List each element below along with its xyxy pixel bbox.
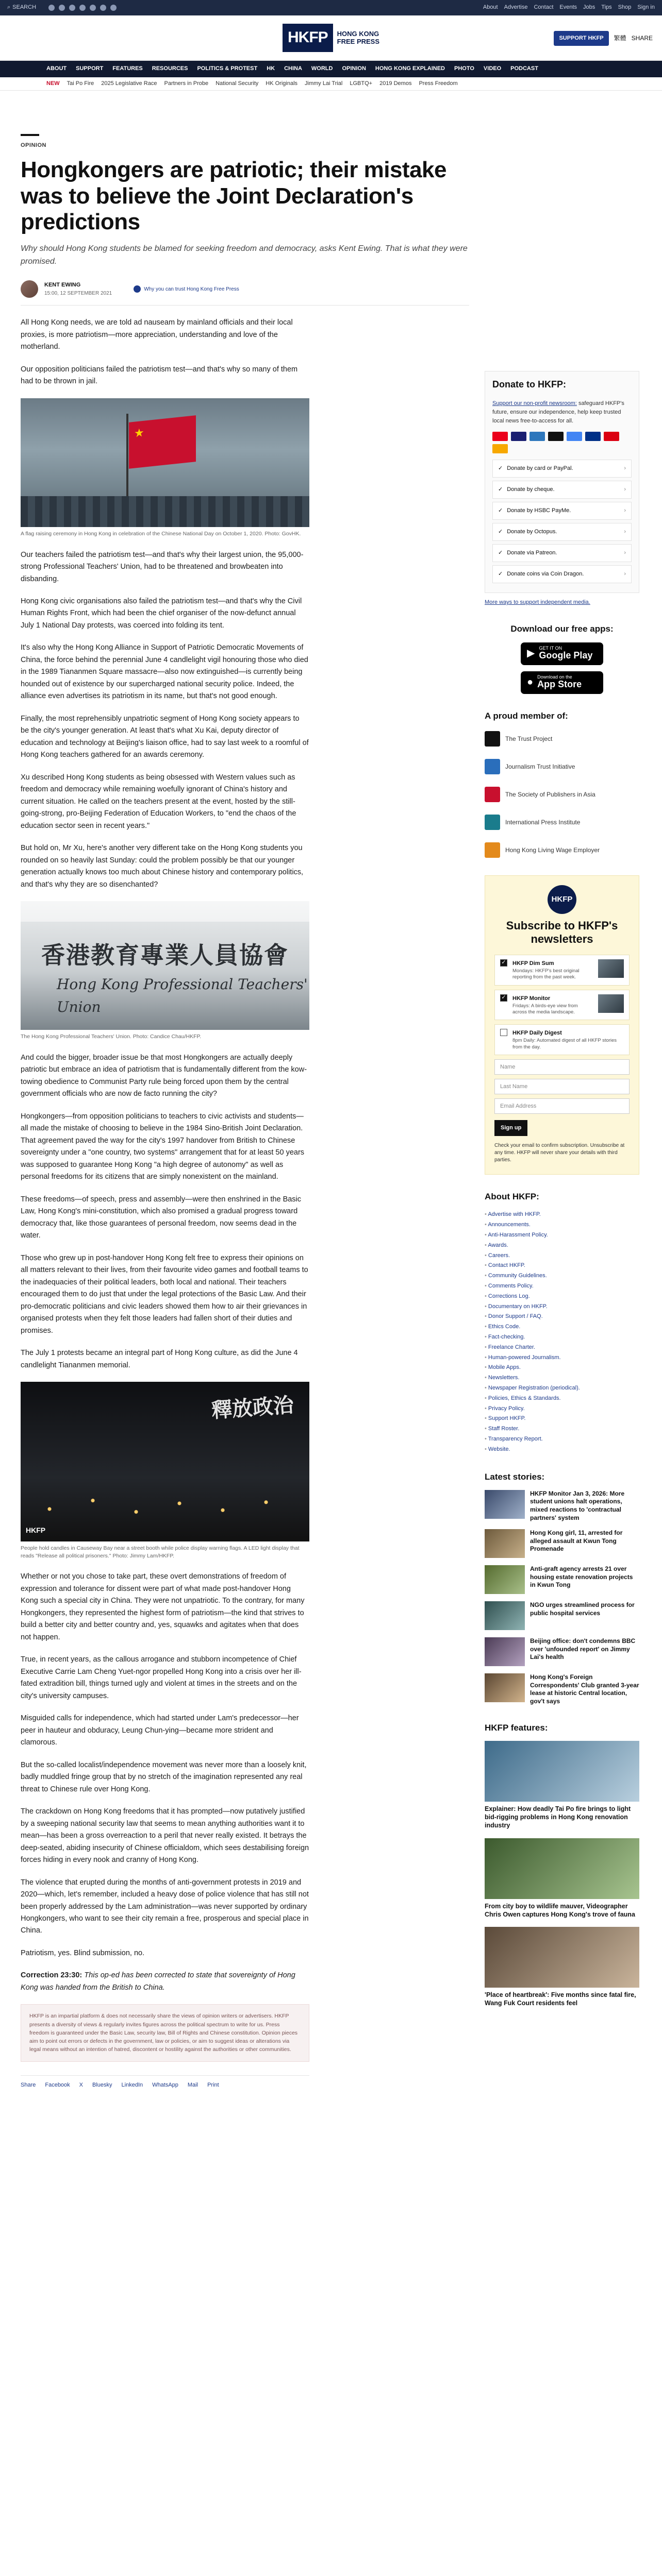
article-body [21,317,309,2089]
share-print[interactable]: Print [207,2081,219,2088]
about-link[interactable]: • Comments Policy. [485,1281,639,1292]
nav-item-world[interactable]: WORLD [311,65,333,72]
about-link[interactable]: • Human-powered Journalism. [485,1353,639,1363]
member-label: Journalism Trust Initiative [505,762,575,770]
paragraph: Patriotism, yes. Blind submission, no. [21,1948,145,1957]
nav-item-about[interactable]: ABOUT [46,65,67,72]
story-thumb [485,1490,525,1519]
nav-item-video[interactable]: VIDEO [483,65,502,72]
chevron-right-icon: › [624,486,626,493]
youtube-icon[interactable] [90,5,96,11]
author-avatar[interactable] [21,280,38,298]
sidebar [485,371,639,2023]
donate-option-label: Donate by Octopus. [507,529,557,535]
about-link[interactable]: • Staff Roster. [485,1424,639,1434]
about-link[interactable]: • Anti-Harassment Policy. [485,1230,639,1241]
newsletter-thumb [598,994,624,1013]
chevron-right-icon: › [624,465,626,472]
newsletter-name: HKFP Dim Sum [512,960,554,967]
subnav-item[interactable]: National Security [216,80,259,87]
subnav-item[interactable]: LGBTQ+ [350,80,373,87]
publish-date: 15:00, 12 SEPTEMBER 2021 [44,291,112,297]
feature-image [485,1927,639,1988]
feature-card[interactable] [485,1838,639,1919]
story-thumb [485,1637,525,1666]
paragraph: Those who grew up in post-handover Hong Kong felt free to express their opinions on all matters relevant to their lives, from their favourite video games and football teams to the inadequacies of their political leaders, both local and national. Their teachers encouraged them to do just that under the legal protections of the Basic Law. And their pro-democratic politicians and civic leaders showed them how to air their grievances in organised protests when they felt those leaders had fallen short of their duties and promises. [21,1253,308,1335]
donate-title: Donate to HKFP: [492,379,566,389]
bluesky-icon[interactable] [110,5,117,11]
newsletter-desc: Mondays: HKFP's best original reporting from the past week. [512,968,580,980]
utility-bar [0,0,662,15]
donate-link[interactable]: Support our non-profit newsroom: [492,400,577,406]
about-link[interactable]: • Support HKFP. [485,1414,639,1424]
paragraph: True, in recent years, as the callous arrogance and stubborn incompetence of Chief Executive Carrie Lam Cheng Yuet-ngor propelled Hong Kong into a crisis over her ill-fated extradition bill, things turned ugly and violent at times in the streets and on the city's university campuses. [21,1655,302,1700]
search-icon: ⌕ [7,4,11,11]
share-link[interactable]: SHARE [631,35,653,42]
chevron-right-icon: › [624,529,626,535]
subnav-item[interactable]: 2019 Demos [379,80,412,87]
crowd [21,496,309,527]
about-title: About HKFP: [485,1192,539,1202]
latest-story[interactable] [485,1637,639,1666]
latest-story[interactable] [485,1673,639,1705]
member-trust-project[interactable] [485,729,639,749]
donate-option-card[interactable] [492,460,632,478]
more-ways-link[interactable]: More ways to support independent media. [485,599,590,606]
donate-option-label: Donate by card or PayPal. [507,465,573,472]
donate-option-label: Donate by cheque. [507,486,555,493]
kicker-bar [21,134,39,136]
chevron-right-icon: › [624,550,626,556]
member-jti[interactable] [485,757,639,776]
apps-title: Download our free apps: [510,624,614,634]
apple-pay-icon [548,432,564,441]
paragraph: And could the bigger, broader issue be that most Hongkongers are actually deeply patriotic but embrace an idea of patriotism that is fundamentally different from the kow-towing obedience to Communist Party rule being forced upon them by the central government officials who are now de facto running the city? [21,1053,307,1098]
util-link-about[interactable]: About [483,4,498,11]
google-play-big: Google Play [539,650,593,661]
logo-line1: HONG KONG [337,30,379,38]
paragraph: Our opposition politicians failed the patriotism test—and that's why so many of them had to be thrown in jail. [21,365,298,386]
payment-icons [492,432,632,453]
story-title: Anti-graft agency arrests 21 over housing estate renovation projects in Kwun Tong [530,1565,633,1589]
paragraph: It's also why the Hong Kong Alliance in Support of Patriotic Democratic Movements of China, the force behind the perennial June 4 candlelight vigil honouring those who died in the 1989 Tiananmen Square massacre—also now extinguished—is currently being hounded out of existence by our supercharged national security police. Indeed, the alliance even advertises its patriotism in its name, but that's not good enough. [21,643,308,701]
article-body-wrap [21,317,469,2089]
story-title: HKFP Monitor Jan 3, 2026: More student unions halt operations, mixed reactions to 'contractual partners' system [530,1489,625,1521]
nav-item-opinion[interactable]: OPINION [342,65,366,72]
features-title: HKFP features: [485,1722,548,1733]
nav-item-china[interactable]: CHINA [284,65,302,72]
photo-ptu-sign[interactable] [21,901,309,1030]
author-name[interactable]: KENT EWING [44,282,81,289]
paragraph: The violence that erupted during the months of anti-government protests in 2019 and 2020—which, let's remember, included a heavy dose of police violence that has still not been properly addressed by the Lam administration—was never supported by ordinary Hongkongers, who want to see their city remain a free, prosperous and special place in China. [21,1878,309,1935]
photo-highlight [21,901,309,922]
newsletter-thumb [598,959,624,978]
name-input[interactable]: Name [494,1059,630,1075]
instagram-icon[interactable] [69,5,75,11]
member-label: The Trust Project [505,735,553,742]
main-nav [0,61,662,77]
google-play-small: GET IT ON [539,646,562,651]
story-thumb [485,1529,525,1558]
share-whatsapp[interactable]: WhatsApp [152,2081,178,2088]
search-label: SEARCH [12,4,37,11]
signup-button[interactable]: Sign up [494,1120,527,1136]
about-link[interactable]: • Fact-checking. [485,1332,639,1343]
article-kicker[interactable]: OPINION [21,142,46,148]
share-linkedin[interactable]: LinkedIn [121,2081,143,2088]
jti-icon [485,759,500,774]
byline-text [44,281,112,298]
trust-link[interactable] [134,285,239,294]
nav-item-photo[interactable]: PHOTO [454,65,474,72]
google-pay-icon [567,432,582,441]
story-thumb [485,1601,525,1630]
newsletter-title: Subscribe to HKFP's newsletters [506,919,618,946]
nav-item-politics[interactable]: POLITICS & PROTEST [197,65,258,72]
util-link-contact[interactable]: Contact [534,4,554,11]
about-link[interactable]: • Website. [485,1445,639,1455]
share-mail[interactable]: Mail [187,2081,198,2088]
donate-text [492,399,632,426]
newsletter-option-dimsum[interactable] [494,955,630,986]
donate-option-label: Donate via Patreon. [507,550,557,556]
util-link-advertise[interactable]: Advertise [504,4,528,11]
check-icon: ✓ [498,507,503,514]
logo-line2: FREE PRESS [337,37,380,45]
correction-note [21,1970,309,1994]
about-link[interactable]: • Advertise with HKFP. [485,1210,639,1220]
header-tools [554,31,653,46]
member-title: A proud member of: [485,710,568,721]
apps-block [485,622,639,693]
threads-icon[interactable] [79,5,86,11]
linkedin-icon[interactable] [100,5,106,11]
paragraph: But the so-called localist/independence movement was never more than a loosely knit, badly muddled fringe group that by no stretch of the imagination represented any real threat to Chinese rule over Hong Kong. [21,1760,307,1793]
feature-title: 'Place of heartbreak': Five months since fatal fire, Wang Fuk Court residents feel [485,1991,636,2007]
nav-item-resources[interactable]: RESOURCES [152,65,188,72]
newsletter-footnote: Check your email to confirm subscription. Unsubscribe at any time. HKFP will never share your details with third parties. [494,1143,625,1163]
support-button[interactable]: SUPPORT HKFP [554,31,608,46]
subnav-item[interactable]: Tai Po Fire [67,80,94,87]
figure-vigil [21,1382,309,1560]
paragraph: The July 1 protests became an integral part of Hong Kong culture, as did the June 4 candlelight Tiananmen memorial. [21,1349,298,1369]
paragraph: Misguided calls for independence, which had started under Lam's predecessor—her peer in hauteur and obduracy, Leung Chun-ying—became more strident and clamorous. [21,1714,299,1747]
mastercard-icon [492,432,508,441]
photo-flag-raising[interactable] [21,398,309,527]
story-title: Beijing office: don't condemns BBC over 'unfounded report' on Jimmy Lai's health [530,1637,636,1661]
about-link[interactable]: • Contact HKFP. [485,1261,639,1271]
sign-english: Hong Kong Professional Teachers' Union [57,976,308,1015]
paragraph: Our teachers failed the patriotism test—and that's why their largest union, the 95,000-strong Professional Teachers' Union, had to be threatened and browbeaten into disbanding. [21,550,304,583]
newsletter-name: HKFP Monitor [512,995,551,1002]
about-link[interactable]: • Ethics Code. [485,1322,639,1332]
facebook-icon[interactable] [48,5,55,11]
check-icon: ✓ [498,486,503,493]
byline [21,280,469,298]
paragraph: All Hong Kong needs, we are told ad nauseam by mainland officials and their local proxies, is more patriotism—more appreciation, understanding and love of the motherland. [21,318,293,351]
new-tag: NEW [46,80,60,87]
correction-label: Correction 23:30: [21,1971,82,1980]
trust-icon [134,285,141,293]
photo-caption: The Hong Kong Professional Teachers' Union. Photo: Candice Chau/HKFP. [21,1033,202,1040]
opinion-disclaimer: HKFP is an impartial platform & does not necessarily share the views of opinion writers or advertisers. HKFP presents a diversity of views & regularly invites figures across the political spectrum to write for us. Press freedom is guaranteed under the Basic Law, security law, Bill of Rights and Chinese constitution. Opinion pieces aim to point out errors or defects in the government, law or policies, or aim to suggest ideas or alterations via legal means without an intention of hatred, discontent or hostility against the authorities or other communities. [21,2004,309,2061]
figure-flag-raising [21,398,309,538]
check-icon: ✓ [498,571,503,578]
util-link-jobs[interactable]: Jobs [583,4,595,11]
donate-box [485,371,639,593]
site-logo[interactable] [283,24,379,52]
ipi-icon [485,815,500,830]
share-label: Share [21,2081,36,2088]
member-label: The Society of Publishers in Asia [505,790,595,798]
email-input[interactable]: Email Address [494,1098,630,1114]
subnav-item[interactable]: Jimmy Lai Trial [305,80,343,87]
feature-title: Explainer: How deadly Tai Po fire brings to light bid-rigging problems in Hong Kong renovation industry [485,1805,631,1829]
donate-option-patreon[interactable] [492,544,632,562]
led-banner: 釋放政治 [210,1393,295,1423]
checkbox-unchecked[interactable] [500,1029,507,1036]
app-store-button[interactable] [521,671,603,694]
check-icon: ✓ [498,465,503,472]
logo-text [337,30,379,45]
nav-item-features[interactable]: FEATURES [112,65,143,72]
member-label: Hong Kong Living Wage Employer [505,846,600,854]
donate-option-coins[interactable] [492,565,632,583]
logo-mark: HKFP [283,24,333,52]
about-link[interactable]: • Newsletters. [485,1373,639,1383]
newsletter-desc: 8pm Daily: Automated digest of all HKFP stories from the day. [512,1038,617,1050]
article-standfirst: Why should Hong Kong students be blamed for seeking freedom and democracy, asks Kent Ewing. That is what they were promised. [21,244,468,266]
divider [21,305,469,306]
latest-block [485,1470,639,1706]
newsletter-option-digest[interactable] [494,1024,630,1055]
paragraph: These freedoms—of speech, press and assembly—were then enshrined in the Basic Law, Hong Kong's mini-constitution, which also promised a gradual progress toward democracy that, like those guarantees of personal freedom, now seems dead in the water. [21,1195,302,1240]
feature-card[interactable] [485,1927,639,2008]
app-store-big: App Store [537,679,582,690]
figure-ptu [21,901,309,1041]
subnav-item[interactable]: 2025 Legislative Race [101,80,157,87]
trust-link-label: Why you can trust Hong Kong Free Press [144,286,239,292]
flag [129,415,196,469]
trust-project-icon [485,731,500,747]
member-ipi[interactable] [485,812,639,832]
google-play-icon: ▶ [527,648,535,659]
paragraph: Whether or not you chose to take part, these overt demonstrations of freedom of expression and tolerance for dissent were part of what made post-handover Hong Kong such a special city in China. They were not unpatriotic. To the contrary, for many Hongkongers, they represented the highest form of patriotism—the kind that strives to build a better city and better country and, yes, squawks and agitates when that does not happen. [21,1572,305,1641]
feature-image [485,1838,639,1899]
story-title: NGO urges streamlined process for public hospital services [530,1601,635,1617]
newsletter-box [485,875,639,1175]
photo-caption: A flag raising ceremony in Hong Kong in celebration of the Chinese National Day on October 1, 2020. Photo: GovHK. [21,530,301,537]
photo-candle-vigil[interactable] [21,1382,309,1541]
latest-story[interactable] [485,1601,639,1630]
newsletter-option-monitor[interactable] [494,990,630,1021]
about-link[interactable]: • Donor Support / FAQ. [485,1312,639,1322]
share-bluesky[interactable]: Bluesky [92,2081,112,2088]
x-icon[interactable] [59,5,65,11]
sub-nav [0,77,662,91]
paragraph: Hong Kong civic organisations also failed the patriotism test—and that's why the Civil Human Rights Front, which had been the chief organiser of the now-defunct annual July 1 National Day protests, was coerced into folding its tent. [21,597,302,630]
paragraph: Finally, the most reprehensibly unpatriotic segment of Hong Kong society appears to be the city's younger generation. At least that's what Xu Kai, deputy director of education and technology at Beijing's liaison office, had to say last week to a roomful of Hong Kong teachers gathered for an awards ceremony. [21,714,309,759]
feature-title: From city boy to wildlife mauver, Videographer Chris Owen captures Hong Kong's trove of fauna [485,1902,635,1918]
search-link[interactable] [7,3,36,12]
newsletter-desc: Fridays: A birds-eye view from across the media landscape. [512,1003,578,1015]
paypal-icon [585,432,601,441]
latest-story[interactable] [485,1565,639,1594]
member-block [485,709,639,860]
check-icon: ✓ [498,550,503,556]
paragraph: Hongkongers—from opposition politicians to teachers to civic activists and students—all made the mistake of choosing to believe in the 1984 Sino-British Joint Declaration. That agreement paved the way for the city's 1997 handover from British to Chinese sovereignty under a "one country, two systems" arrangement that for at least 50 years was supposed to guarantee Hong Kong "a high degree of autonomy" as well as personal freedoms for its citizens that are simply nonexistent on the mainland. [21,1112,305,1181]
about-link[interactable]: • Privacy Policy. [485,1404,639,1414]
member-sopa[interactable] [485,785,639,804]
chevron-right-icon: › [624,571,626,578]
newsletter-name: HKFP Daily Digest [512,1030,562,1037]
about-link[interactable]: • Freelance Charter. [485,1343,639,1353]
payme-icon [604,432,619,441]
living-wage-icon [485,842,500,858]
nav-item-hk[interactable]: HK [267,65,275,72]
util-link-signin[interactable]: Sign in [637,4,655,11]
donate-description: safeguard HKFP's future, ensure our independence, help keep trusted local news free-to-access for all. [492,400,624,424]
story-thumb [485,1565,525,1594]
candles [21,1469,309,1526]
util-link-shop[interactable]: Shop [618,4,632,11]
subnav-item[interactable]: Partners in Probe [164,80,209,87]
article [21,134,469,2090]
octopus-icon [492,444,508,453]
subnav-item[interactable]: HK Originals [266,80,298,87]
util-link-events[interactable]: Events [559,4,577,11]
about-link[interactable]: • Mobile Apps. [485,1363,639,1373]
story-title: Hong Kong girl, 11, arrested for alleged assault at Kwun Tong Promenade [530,1529,623,1553]
google-play-button[interactable] [521,642,603,665]
newsletter-logo: HKFP [548,885,576,914]
check-icon: ✓ [498,529,503,535]
about-link[interactable]: • Transparency Report. [485,1434,639,1445]
story-thumb [485,1673,525,1702]
about-link[interactable]: • Newspaper Registration (periodical). [485,1383,639,1394]
story-title: Hong Kong's Foreign Correspondents' Club granted 3-year lease at historic Central location, gov't says [530,1673,639,1705]
share-facebook[interactable]: Facebook [45,2081,70,2088]
paragraph: But hold on, Mr Xu, here's another very different take on the Hong Kong students you rounded on so heavily last Sunday: could the problem possibly be that our younger generation actually knows too much about Chinese history and contemporary politics, and that's why they are so disenchanted? [21,844,304,889]
donate-option-label: Donate by HSBC PayMe. [507,507,571,514]
share-x[interactable]: X [79,2081,84,2088]
about-link[interactable]: • Community Guidelines. [485,1271,639,1281]
util-link-tips[interactable]: Tips [601,4,612,11]
checkbox-checked[interactable]: ✓ [500,994,507,1002]
latest-title: Latest stories: [485,1471,545,1482]
article-title: Hongkongers are patriotic; their mistake was to believe the Joint Declaration's predictions [21,157,446,235]
donate-option-label: Donate coins via Coin Dragon. [507,571,584,578]
feature-card[interactable] [485,1741,639,1830]
member-label: International Press Institute [505,818,581,826]
language-switch[interactable]: 繁體 [614,35,626,42]
sopa-icon [485,787,500,802]
latest-story[interactable] [485,1490,639,1522]
about-block [485,1190,639,1454]
donate-option-cheque[interactable] [492,481,632,499]
latest-story[interactable] [485,1529,639,1558]
about-link[interactable]: • Documentary on HKFP. [485,1302,639,1312]
apple-icon: ● [527,676,534,688]
masthead [0,15,662,61]
amex-icon [529,432,545,441]
checkbox-checked[interactable]: ✓ [500,959,507,967]
subnav-item[interactable]: Press Freedom [419,80,458,87]
correction-text: This op-ed has been corrected to state that sovereignty of Hong Kong was handed from the British to China. [21,1971,295,1992]
about-link[interactable]: • Announcements. [485,1220,639,1230]
chevron-right-icon: › [624,507,626,514]
donate-option-payme[interactable] [492,502,632,520]
feature-image [485,1741,639,1802]
social-icons [48,5,117,11]
share-row [21,2075,309,2090]
about-link[interactable]: • Awards. [485,1241,639,1251]
features-block [485,1721,639,2008]
visa-icon [511,432,526,441]
donate-option-octopus[interactable] [492,523,632,541]
about-link[interactable]: • Corrections Log. [485,1292,639,1302]
about-link[interactable]: • Careers. [485,1251,639,1261]
paragraph: The crackdown on Hong Kong freedoms that it has prompted—now putatively justified by a sweeping national security law that seems to mean anything authorities want it to mean—has been a gross overreaction to a peril that never really existed. It betrays the deep-seated, abiding insecurity of Chinese officialdom, which sees destabilising foreign forces hiding in every nook and cranny of Hong Kong. [21,1807,309,1865]
photo-caption: People hold candles in Causeway Bay near a street booth while police display warning flags. A LED light display that reads "Release all political prisoners." Photo: Jimmy Lam/HKFP. [21,1545,300,1559]
paragraph: Xu described Hong Kong students as being obsessed with Western values such as freedom and democracy while remaining woefully ignorant of China's history and current situation. He called on the teachers present at the event, hosted by the still-going-strong, pro-Beijing Federation of Education Workers, to "end the chaos of the education sector seen in recent years." [21,773,296,830]
utility-links [483,3,655,12]
sign-chinese: 香港教育專業人員協會 [41,941,289,970]
last-name-input[interactable]: Last Name [494,1079,630,1094]
about-link[interactable]: • Policies, Ethics & Standards. [485,1394,639,1404]
about-list [485,1210,639,1454]
nav-item-support[interactable]: SUPPORT [76,65,104,72]
member-living-wage[interactable] [485,840,639,860]
nav-item-podcast[interactable]: PODCAST [510,65,538,72]
nav-item-explained[interactable]: HONG KONG EXPLAINED [375,65,445,72]
photo-watermark: HKFP [26,1526,46,1535]
app-store-small: Download on the [537,674,572,680]
